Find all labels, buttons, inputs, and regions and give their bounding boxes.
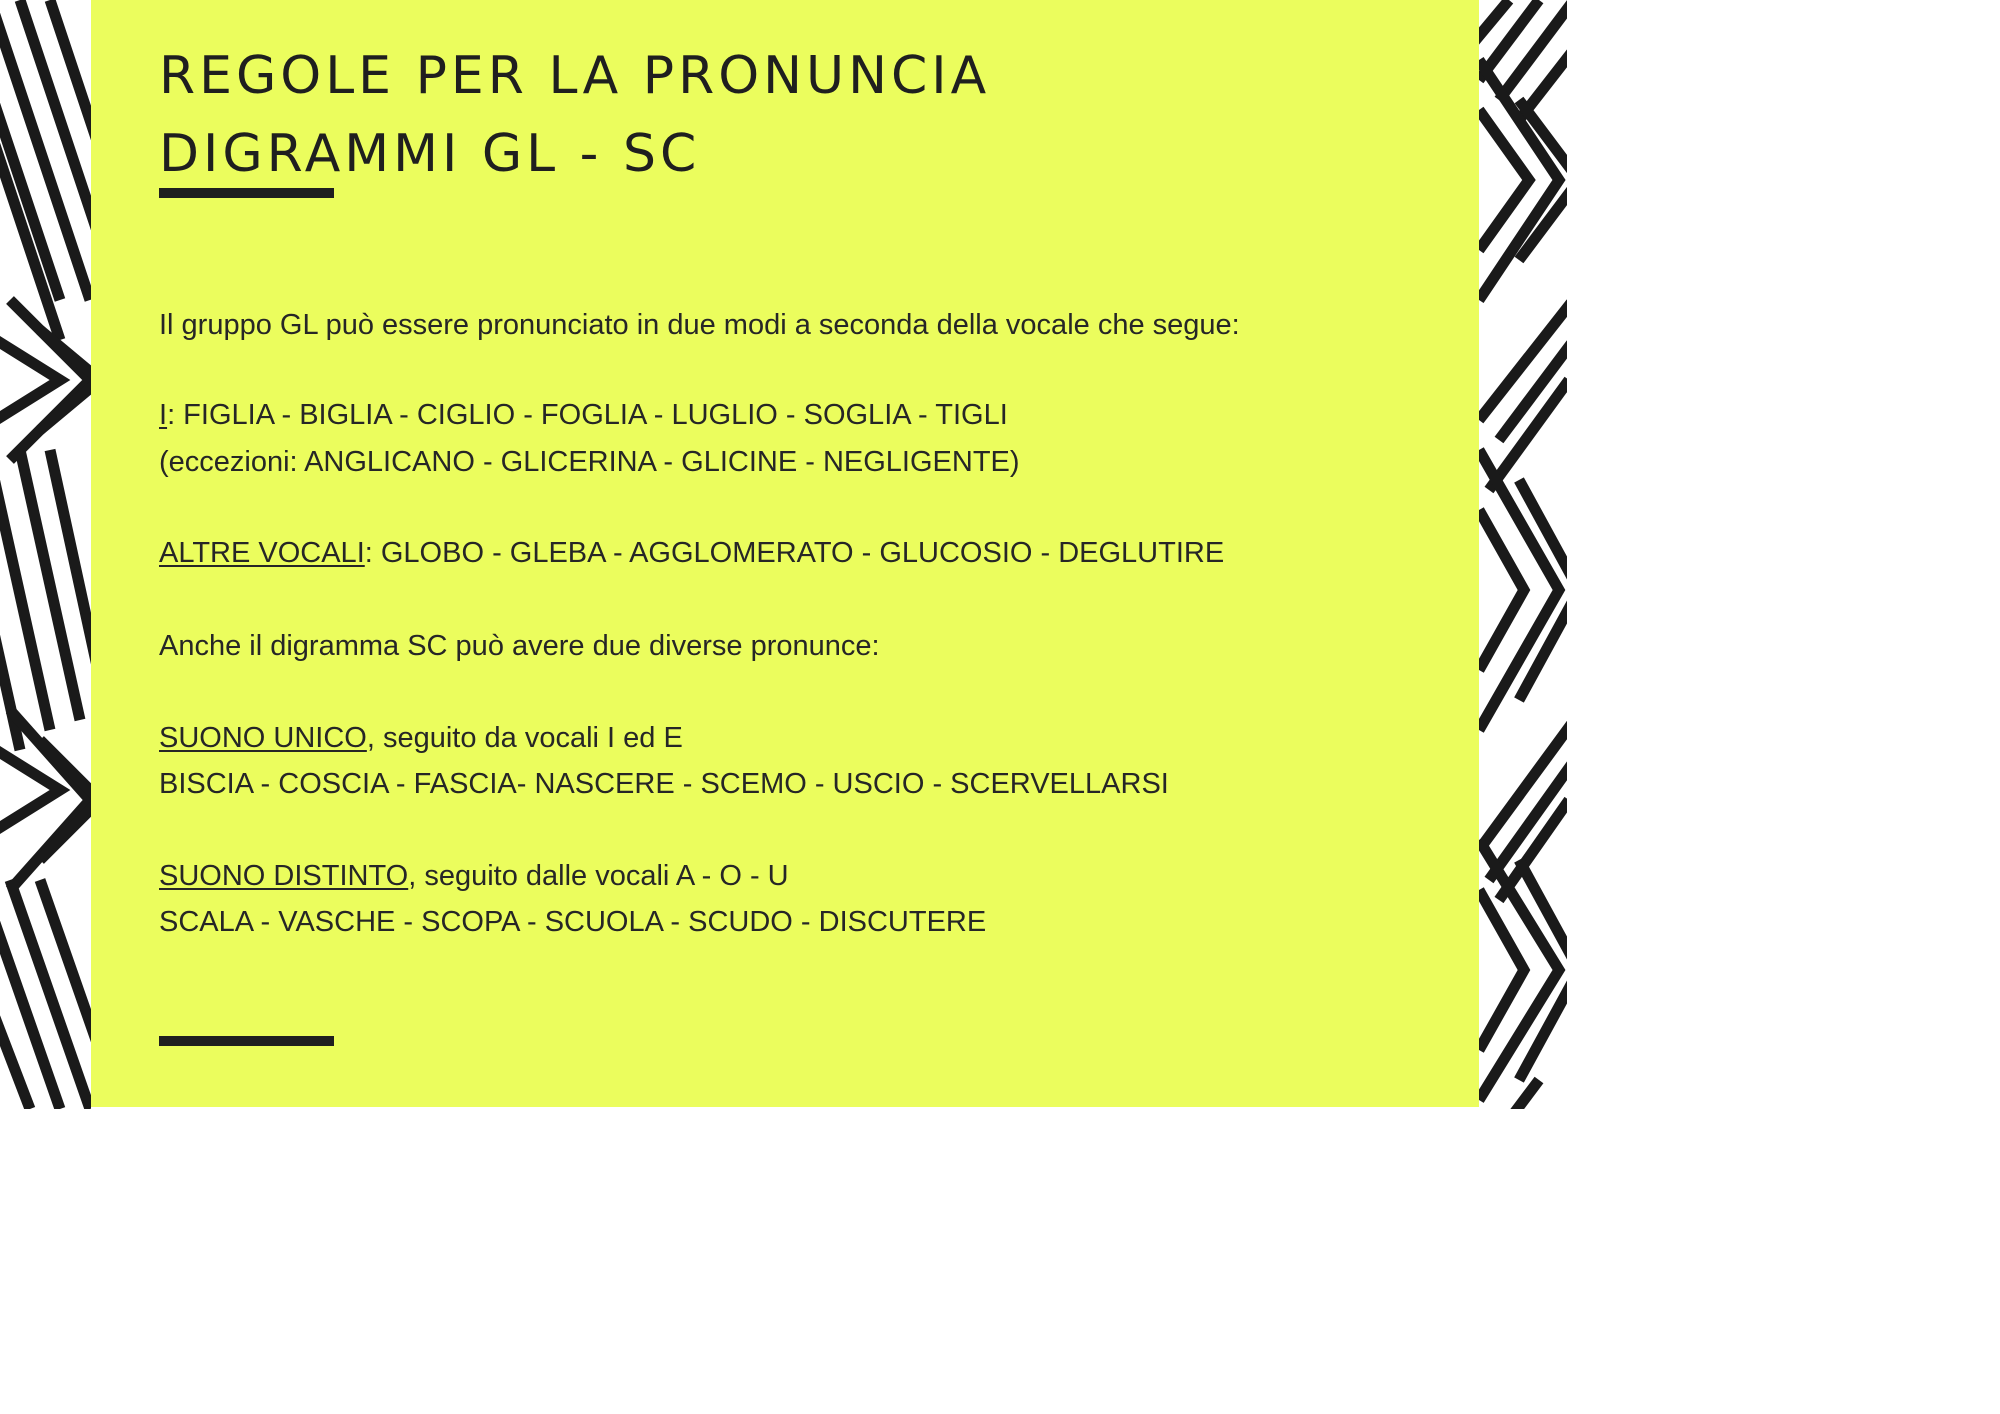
sc-distinto-label: SUONO DISTINTO bbox=[159, 860, 409, 892]
sc-intro: Anche il digramma SC può avere due diverse pronunce: bbox=[159, 630, 880, 662]
sc-unico-words: BISCIA - COSCIA - FASCIA- NASCERE - SCEMO - USCIO - SCERVELLARSI bbox=[159, 768, 1169, 800]
gl-i-label: I bbox=[159, 399, 168, 431]
sc-unico-desc: , seguito da vocali I ed E bbox=[366, 722, 683, 754]
sc-distinto-line bbox=[159, 858, 789, 894]
gl-i-line bbox=[159, 397, 1008, 433]
sc-unico-label: SUONO UNICO bbox=[159, 722, 367, 754]
sc-unico-line bbox=[159, 720, 683, 756]
right-stripe-pattern bbox=[1479, 0, 1567, 1109]
right-stripe-pattern-graphic bbox=[1479, 0, 1567, 1109]
gl-exceptions: (eccezioni: ANGLICANO - GLICERINA - GLICINE - NEGLIGENTE) bbox=[159, 446, 1020, 478]
title-underline-bar bbox=[159, 188, 334, 198]
sc-distinto-desc: , seguito dalle vocali A - O - U bbox=[408, 860, 789, 892]
content-panel bbox=[91, 0, 1479, 1107]
title-line-1: REGOLE PER LA PRONUNCIA bbox=[159, 46, 991, 106]
sc-distinto-words: SCALA - VASCHE - SCOPA - SCUOLA - SCUDO - DISCUTERE bbox=[159, 906, 987, 938]
bottom-bar bbox=[159, 1036, 334, 1046]
title-line-2: DIGRAMMI GL - SC bbox=[159, 124, 701, 184]
gl-altre-words: : GLOBO - GLEBA - AGGLOMERATO - GLUCOSIO - DEGLUTIRE bbox=[364, 537, 1225, 569]
gl-intro: Il gruppo GL può essere pronunciato in due modi a seconda della vocale che segue: bbox=[159, 309, 1240, 341]
gl-altre-label: ALTRE VOCALI bbox=[159, 537, 365, 569]
left-stripe-pattern bbox=[0, 0, 91, 1109]
gl-altre-line bbox=[159, 535, 1224, 571]
left-stripe-pattern-graphic bbox=[0, 0, 91, 1109]
gl-i-words: : FIGLIA - BIGLIA - CIGLIO - FOGLIA - LUGLIO - SOGLIA - TIGLI bbox=[167, 399, 1008, 431]
